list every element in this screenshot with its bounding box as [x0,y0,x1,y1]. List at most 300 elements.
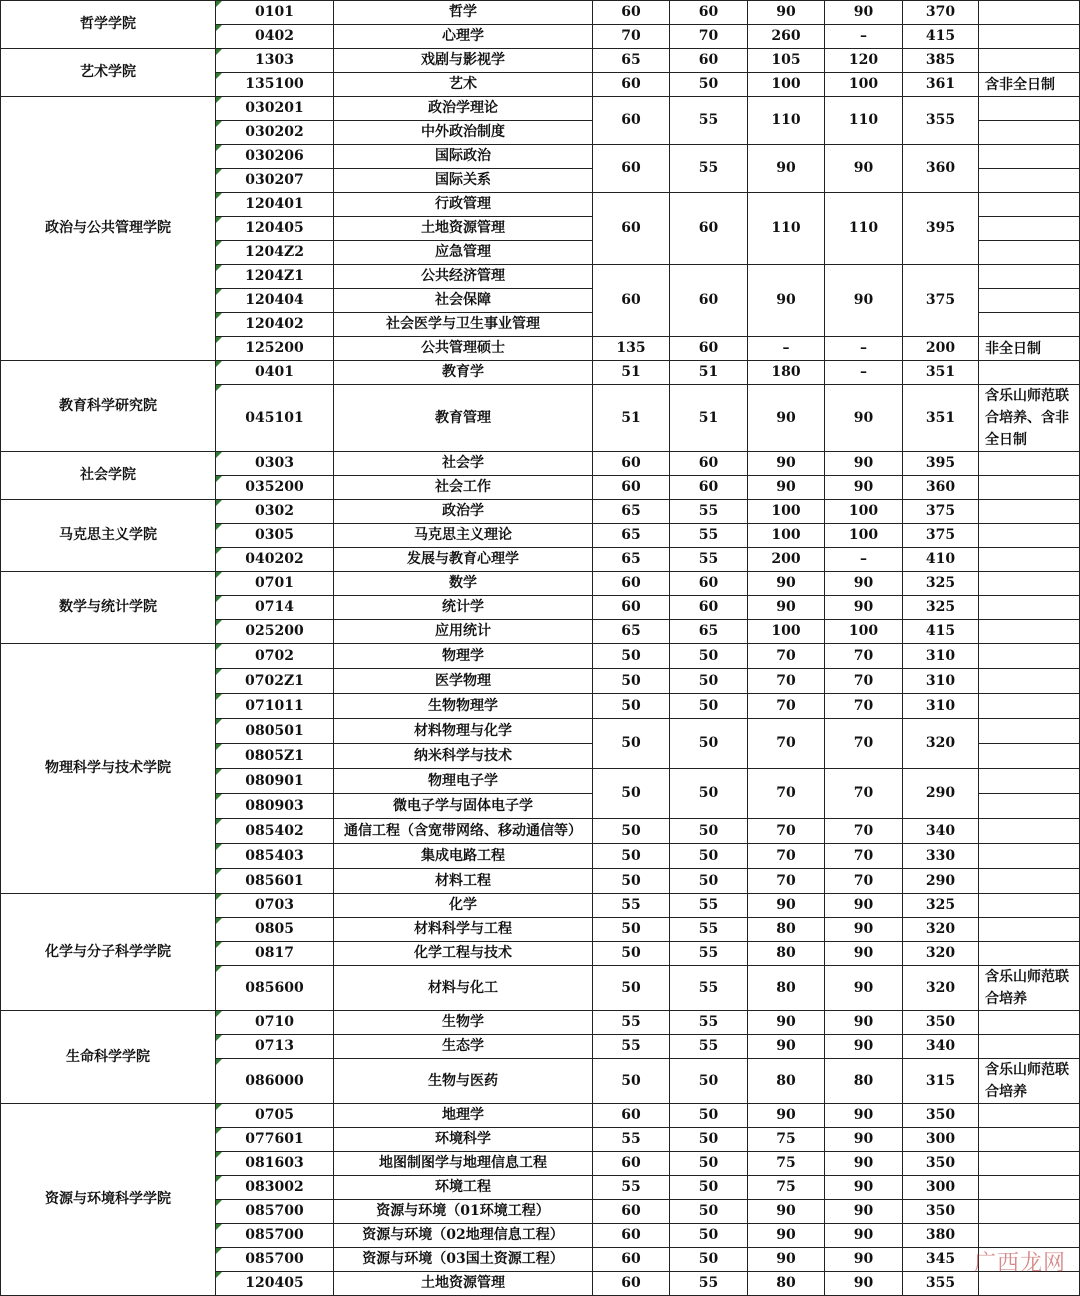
major-name: 教育学 [334,361,593,385]
major-code: 080501 [216,719,334,744]
subject-score-s2: 55 [670,524,748,548]
college-name: 数学与统计学院 [1,572,216,644]
table-row [1,1,1080,25]
subject-score-s1: 51 [593,361,670,385]
major-name: 数学 [334,572,593,596]
subject-score-s1: 135 [593,337,670,361]
subject-score-s1: 60 [593,97,670,145]
remark: 含乐山师范联合培养、含非全日制 [979,385,1080,452]
remark [979,942,1080,966]
subject-score-s4: 90 [825,1248,903,1272]
subject-score-s1: 70 [593,25,670,49]
major-name: 资源与环境（02地理信息工程） [334,1224,593,1248]
subject-score-s2: 60 [670,49,748,73]
total-score: 351 [903,361,979,385]
total-score: 385 [903,49,979,73]
total-score: 350 [903,1011,979,1035]
subject-score-s4: 90 [825,1128,903,1152]
remark [979,869,1080,894]
remark [979,1011,1080,1035]
subject-score-s4: 110 [825,97,903,145]
subject-score-s1: 65 [593,548,670,572]
subject-score-s4: 90 [825,966,903,1011]
major-code: 085700 [216,1200,334,1224]
subject-score-s1: 60 [593,1272,670,1296]
major-code: 0805Z1 [216,744,334,769]
major-code: 030207 [216,169,334,193]
subject-score-s3: 70 [748,669,825,694]
major-code: 0713 [216,1035,334,1059]
subject-score-s2: 65 [670,620,748,644]
major-code: 030202 [216,121,334,145]
subject-score-s4: 90 [825,1152,903,1176]
subject-score-s4: 90 [825,572,903,596]
major-code: 0805 [216,918,334,942]
remark [979,620,1080,644]
total-score: 355 [903,1272,979,1296]
major-name: 政治学 [334,500,593,524]
major-name: 化学工程与技术 [334,942,593,966]
subject-score-s4: 90 [825,1035,903,1059]
subject-score-s4: 100 [825,620,903,644]
subject-score-s1: 51 [593,385,670,452]
subject-score-s1: 60 [593,1152,670,1176]
subject-score-s3: 70 [748,694,825,719]
subject-score-s1: 50 [593,719,670,769]
subject-score-s1: 60 [593,1,670,25]
subject-score-s4: 90 [825,452,903,476]
total-score: 360 [903,476,979,500]
subject-score-s2: 70 [670,25,748,49]
major-name: 物理学 [334,644,593,669]
subject-score-s2: 55 [670,918,748,942]
subject-score-s3: 90 [748,265,825,337]
subject-score-s1: 50 [593,942,670,966]
remark [979,644,1080,669]
major-code: 083002 [216,1176,334,1200]
total-score: 290 [903,769,979,819]
total-score: 351 [903,385,979,452]
major-code: 045101 [216,385,334,452]
subject-score-s4: 90 [825,918,903,942]
major-name: 化学 [334,894,593,918]
remark [979,1035,1080,1059]
subject-score-s1: 60 [593,572,670,596]
remark [979,169,1080,193]
remark [979,719,1080,744]
subject-score-s3: 70 [748,644,825,669]
major-name: 生态学 [334,1035,593,1059]
remark [979,1104,1080,1128]
remark [979,694,1080,719]
major-name: 统计学 [334,596,593,620]
total-score: 310 [903,644,979,669]
major-name: 马克思主义理论 [334,524,593,548]
total-score: 375 [903,265,979,337]
table-row [1,97,1080,121]
subject-score-s4: 70 [825,769,903,819]
subject-score-s1: 60 [593,193,670,265]
major-code: 077601 [216,1128,334,1152]
subject-score-s3: 80 [748,966,825,1011]
total-score: 350 [903,1200,979,1224]
subject-score-s3: 100 [748,500,825,524]
subject-score-s3: 90 [748,385,825,452]
major-name: 国际关系 [334,169,593,193]
remark [979,1272,1080,1296]
remark [979,1,1080,25]
major-name: 材料科学与工程 [334,918,593,942]
table-row [1,1011,1080,1035]
subject-score-s2: 60 [670,572,748,596]
total-score: 290 [903,869,979,894]
subject-score-s2: 50 [670,644,748,669]
subject-score-s3: 80 [748,942,825,966]
table-row [1,572,1080,596]
subject-score-s3: 90 [748,1011,825,1035]
subject-score-s2: 55 [670,1011,748,1035]
total-score: 320 [903,918,979,942]
subject-score-s3: 80 [748,1272,825,1296]
remark [979,819,1080,844]
major-name: 集成电路工程 [334,844,593,869]
subject-score-s1: 65 [593,524,670,548]
subject-score-s4: 90 [825,1104,903,1128]
subject-score-s3: 90 [748,596,825,620]
subject-score-s2: 50 [670,73,748,97]
major-code: 1303 [216,49,334,73]
total-score: 395 [903,193,979,265]
subject-score-s1: 65 [593,620,670,644]
remark [979,97,1080,121]
major-code: 120404 [216,289,334,313]
major-name: 哲学 [334,1,593,25]
total-score: 410 [903,548,979,572]
college-name: 物理科学与技术学院 [1,644,216,894]
subject-score-s4: 70 [825,844,903,869]
remark [979,241,1080,265]
subject-score-s1: 60 [593,452,670,476]
table-row [1,452,1080,476]
subject-score-s2: 60 [670,1,748,25]
total-score: 300 [903,1128,979,1152]
subject-score-s4: 70 [825,819,903,844]
total-score: 375 [903,524,979,548]
major-code: 1204Z2 [216,241,334,265]
remark [979,361,1080,385]
subject-score-s4: – [825,548,903,572]
total-score: 375 [903,500,979,524]
total-score: 340 [903,819,979,844]
subject-score-s3: – [748,337,825,361]
remark [979,844,1080,869]
major-name: 心理学 [334,25,593,49]
total-score: 360 [903,145,979,193]
major-name: 政治学理论 [334,97,593,121]
subject-score-s2: 50 [670,719,748,769]
subject-score-s2: 50 [670,844,748,869]
total-score: 325 [903,572,979,596]
subject-score-s4: 80 [825,1059,903,1104]
major-code: 120402 [216,313,334,337]
subject-score-s4: 70 [825,669,903,694]
major-name: 公共经济管理 [334,265,593,289]
major-name: 生物与医药 [334,1059,593,1104]
subject-score-s4: 100 [825,73,903,97]
subject-score-s1: 50 [593,918,670,942]
subject-score-s1: 50 [593,644,670,669]
major-name: 发展与教育心理学 [334,548,593,572]
table-row [1,49,1080,73]
subject-score-s2: 50 [670,1059,748,1104]
subject-score-s4: 90 [825,145,903,193]
subject-score-s4: 90 [825,265,903,337]
subject-score-s1: 50 [593,694,670,719]
remark [979,548,1080,572]
major-name: 土地资源管理 [334,1272,593,1296]
subject-score-s4: 90 [825,1176,903,1200]
college-name: 生命科学学院 [1,1011,216,1104]
college-name: 社会学院 [1,452,216,500]
subject-score-s2: 51 [670,361,748,385]
subject-score-s1: 55 [593,1128,670,1152]
subject-score-s4: 90 [825,1200,903,1224]
subject-score-s1: 65 [593,49,670,73]
subject-score-s2: 60 [670,265,748,337]
subject-score-s3: 110 [748,193,825,265]
remark [979,265,1080,289]
subject-score-s2: 55 [670,145,748,193]
remark: 含非全日制 [979,73,1080,97]
major-name: 生物学 [334,1011,593,1035]
subject-score-s4: 70 [825,644,903,669]
total-score: 315 [903,1059,979,1104]
college-name: 资源与环境科学学院 [1,1104,216,1296]
remark [979,1248,1080,1272]
remark [979,669,1080,694]
subject-score-s3: 90 [748,1,825,25]
subject-score-s3: 180 [748,361,825,385]
remark [979,769,1080,794]
major-name: 社会学 [334,452,593,476]
subject-score-s4: 100 [825,524,903,548]
subject-score-s1: 55 [593,894,670,918]
total-score: 355 [903,97,979,145]
total-score: 345 [903,1248,979,1272]
subject-score-s4: 100 [825,500,903,524]
major-code: 120405 [216,217,334,241]
subject-score-s2: 55 [670,966,748,1011]
subject-score-s1: 60 [593,1248,670,1272]
major-name: 教育管理 [334,385,593,452]
major-code: 0710 [216,1011,334,1035]
subject-score-s3: 70 [748,819,825,844]
major-code: 0714 [216,596,334,620]
subject-score-s1: 60 [593,265,670,337]
subject-score-s2: 50 [670,1248,748,1272]
subject-score-s1: 50 [593,869,670,894]
subject-score-s2: 50 [670,1176,748,1200]
subject-score-s1: 55 [593,1176,670,1200]
total-score: 395 [903,452,979,476]
subject-score-s3: 70 [748,719,825,769]
major-name: 行政管理 [334,193,593,217]
subject-score-s3: 200 [748,548,825,572]
remark [979,1176,1080,1200]
subject-score-s3: 90 [748,1104,825,1128]
remark [979,313,1080,337]
remark: 非全日制 [979,337,1080,361]
subject-score-s2: 50 [670,819,748,844]
remark [979,193,1080,217]
major-code: 0302 [216,500,334,524]
major-name: 资源与环境（03国土资源工程） [334,1248,593,1272]
subject-score-s3: 105 [748,49,825,73]
major-code: 1204Z1 [216,265,334,289]
major-code: 030201 [216,97,334,121]
remark [979,49,1080,73]
major-code: 085402 [216,819,334,844]
subject-score-s2: 50 [670,769,748,819]
subject-score-s1: 55 [593,1011,670,1035]
subject-score-s3: 90 [748,1248,825,1272]
major-code: 080903 [216,794,334,819]
major-name: 国际政治 [334,145,593,169]
major-code: 0817 [216,942,334,966]
subject-score-s2: 55 [670,942,748,966]
subject-score-s2: 50 [670,1104,748,1128]
major-code: 0402 [216,25,334,49]
subject-score-s3: 75 [748,1152,825,1176]
subject-score-s2: 55 [670,500,748,524]
subject-score-s1: 50 [593,819,670,844]
major-code: 135100 [216,73,334,97]
major-name: 通信工程（含宽带网络、移动通信等） [334,819,593,844]
total-score: 350 [903,1152,979,1176]
remark [979,217,1080,241]
major-name: 生物物理学 [334,694,593,719]
major-name: 土地资源管理 [334,217,593,241]
subject-score-s4: 90 [825,385,903,452]
college-name: 化学与分子科学学院 [1,894,216,1011]
major-code: 0702Z1 [216,669,334,694]
subject-score-s4: – [825,361,903,385]
college-name: 教育科学研究院 [1,361,216,452]
major-code: 120405 [216,1272,334,1296]
major-code: 0703 [216,894,334,918]
subject-score-s2: 50 [670,694,748,719]
remark [979,1200,1080,1224]
major-name: 艺术 [334,73,593,97]
major-name: 应用统计 [334,620,593,644]
remark [979,794,1080,819]
subject-score-s1: 60 [593,145,670,193]
major-code: 120401 [216,193,334,217]
subject-score-s1: 60 [593,73,670,97]
table-row [1,361,1080,385]
subject-score-s4: 90 [825,1224,903,1248]
subject-score-s2: 60 [670,452,748,476]
subject-score-s4: 90 [825,1,903,25]
subject-score-s3: 70 [748,869,825,894]
total-score: 200 [903,337,979,361]
subject-score-s4: 90 [825,596,903,620]
college-name: 马克思主义学院 [1,500,216,572]
subject-score-s1: 50 [593,844,670,869]
subject-score-s4: 70 [825,719,903,769]
subject-score-s1: 50 [593,669,670,694]
subject-score-s2: 50 [670,1200,748,1224]
subject-score-s4: 90 [825,894,903,918]
remark [979,524,1080,548]
college-name: 哲学学院 [1,1,216,49]
subject-score-s1: 60 [593,596,670,620]
subject-score-s3: 75 [748,1176,825,1200]
subject-score-s3: 100 [748,620,825,644]
major-name: 材料工程 [334,869,593,894]
major-code: 081603 [216,1152,334,1176]
subject-score-s1: 55 [593,1035,670,1059]
subject-score-s3: 90 [748,452,825,476]
subject-score-s3: 80 [748,1059,825,1104]
subject-score-s2: 50 [670,1128,748,1152]
major-code: 0702 [216,644,334,669]
major-name: 公共管理硕士 [334,337,593,361]
subject-score-s2: 60 [670,193,748,265]
total-score: 370 [903,1,979,25]
major-code: 0101 [216,1,334,25]
subject-score-s2: 50 [670,869,748,894]
major-name: 社会医学与卫生事业管理 [334,313,593,337]
remark [979,1224,1080,1248]
watermark-text: 广西龙网 [973,1251,1066,1276]
total-score: 320 [903,942,979,966]
major-code: 085700 [216,1248,334,1272]
subject-score-s3: 90 [748,1224,825,1248]
remark [979,25,1080,49]
major-name: 地理学 [334,1104,593,1128]
subject-score-s3: 90 [748,572,825,596]
subject-score-s2: 55 [670,1272,748,1296]
major-code: 0701 [216,572,334,596]
remark [979,596,1080,620]
remark [979,289,1080,313]
subject-score-s4: 90 [825,1272,903,1296]
remark [979,145,1080,169]
subject-score-s1: 60 [593,1224,670,1248]
total-score: 320 [903,719,979,769]
major-code: 0305 [216,524,334,548]
remark [979,572,1080,596]
subject-score-s2: 55 [670,894,748,918]
subject-score-s1: 60 [593,1200,670,1224]
subject-score-s2: 51 [670,385,748,452]
subject-score-s2: 55 [670,97,748,145]
major-code: 085403 [216,844,334,869]
major-name: 物理电子学 [334,769,593,794]
major-code: 085600 [216,966,334,1011]
subject-score-s3: 90 [748,1035,825,1059]
total-score: 415 [903,25,979,49]
major-code: 086000 [216,1059,334,1104]
subject-score-s4: 90 [825,942,903,966]
remark [979,500,1080,524]
major-name: 资源与环境（01环境工程） [334,1200,593,1224]
subject-score-s4: 70 [825,694,903,719]
total-score: 340 [903,1035,979,1059]
table-row [1,644,1080,669]
subject-score-s4: 90 [825,476,903,500]
